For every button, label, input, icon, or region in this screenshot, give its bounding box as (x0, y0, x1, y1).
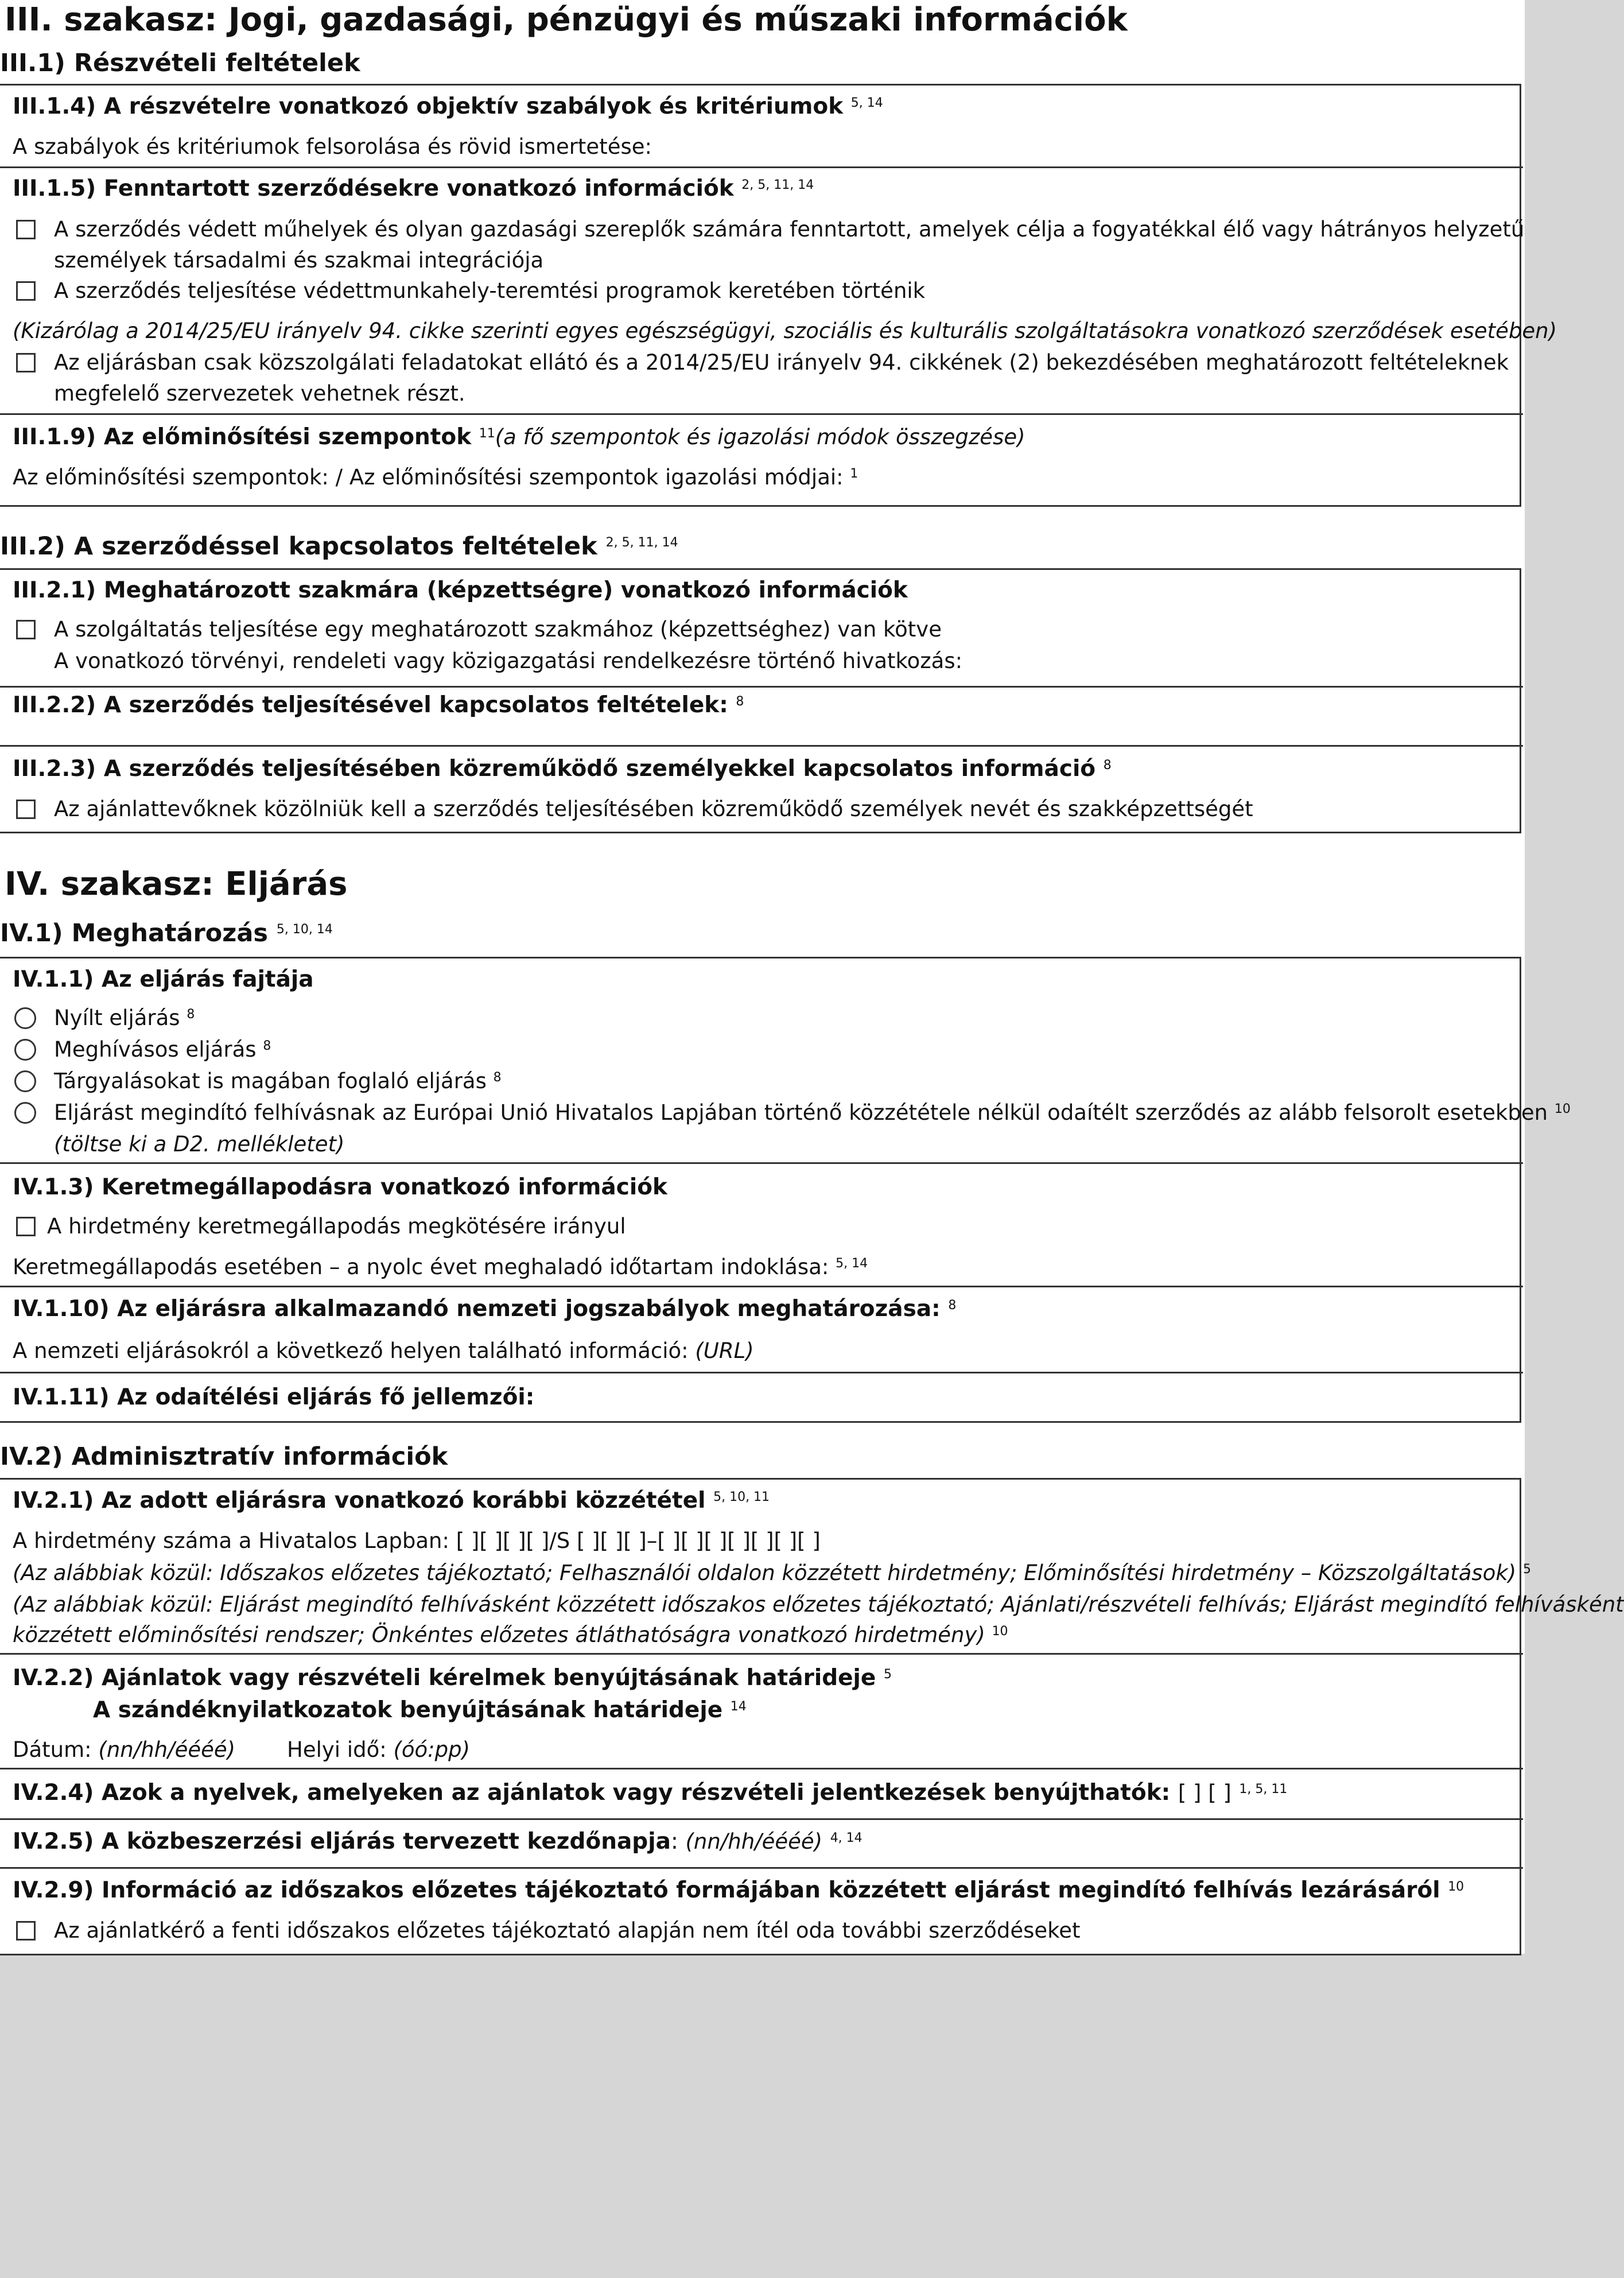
iii-1-4-heading: III.1.4) A részvételre vonatkozó objektív szabályok és kritériumok $^{5, 14}$ (13, 94, 883, 119)
divider (0, 1286, 1523, 1287)
option-label: Az ajánlatkérő a fenti időszakos előzetes tájékoztató alapján nem ítél oda további szerződéseket (54, 1918, 1081, 1943)
framework-agreement-checkbox[interactable] (16, 1217, 36, 1236)
option-label: A szerződés védett műhelyek és olyan gazdasági szereplők számára fenntartott, amelyek célja a fogyatékkal élő vagy hátrányos helyzetű (54, 217, 1525, 242)
iv-2-9-heading: IV.2.9) Információ az időszakos előzetes tájékoztató formájában közzétett eljárást megindító felhívás lezárásáról $^{10}$ (13, 1877, 1464, 1903)
no-publication-radio[interactable] (14, 1102, 36, 1124)
open-procedure-radio[interactable] (14, 1007, 36, 1029)
option-label: A szerződés teljesítése védettmunkahely-teremtési programok keretében történik (54, 278, 926, 303)
option-label: Nyílt eljárás $^8$ (54, 1006, 195, 1030)
divider (0, 1768, 1523, 1769)
option-label: A szolgáltatás teljesítése egy meghatározott szakmához (képzettséghez) van kötve (54, 617, 942, 642)
deadline-time[interactable]: Helyi idő: (óó:pp) (287, 1737, 471, 1762)
deadline-date[interactable]: Dátum: (nn/hh/éééé) (13, 1737, 236, 1762)
reserved-programme-checkbox[interactable] (16, 281, 36, 301)
no-further-contracts-checkbox[interactable] (16, 1921, 36, 1941)
staff-names-checkbox[interactable] (16, 800, 36, 819)
languages-field[interactable]: [ ] [ ] (1178, 1780, 1231, 1805)
option-label: Tárgyalásokat is magában foglaló eljárás $^8$ (54, 1069, 502, 1093)
iii-1-9-heading: III.1.9) Az előminősítési szempontok $^{11}$(a fő szempontok és igazolási módok összegzése) (13, 424, 1025, 450)
iv-1-11-heading: IV.1.11) Az odaítélési eljárás fő jellemzői: (13, 1384, 535, 1410)
negotiated-procedure-radio[interactable] (14, 1070, 36, 1092)
part-iv-1-title: IV.1) Meghatározás $^{5, 10, 14}$ (0, 919, 333, 948)
reserved-sheltered-checkbox[interactable] (16, 220, 36, 239)
part-iii-1-title: III.1) Részvételi feltételek (0, 49, 360, 77)
public-service-org-checkbox[interactable] (16, 353, 36, 372)
divider (0, 1867, 1523, 1869)
note: (Az alábbiak közül: Eljárást megindító felhívásként közzétett időszakos előzetes tájékoztató; Ajánlati/részvételi felhívás; Eljárást megindító felhívásként (13, 1592, 1624, 1617)
iv-2-4-heading: IV.2.4) Azok a nyelvek, amelyeken az ajánlatok vagy részvételi jelentkezések benyújthatók: [ ] [ ] $^{1, 5, 11}$ (13, 1780, 1288, 1806)
iv-1-3-text: Keretmegállapodás esetében – a nyolc évet meghaladó időtartam indoklása: $^{5, 14}$ (13, 1255, 868, 1279)
divider (0, 413, 1523, 415)
note: közzétett előminősítési rendszer; Önkéntes előzetes átláthatóságra vonatkozó hirdetmény) $^{10}$ (13, 1623, 1008, 1647)
option-label: megfelelő szervezetek vehetnek részt. (54, 381, 465, 406)
restricted-procedure-radio[interactable] (14, 1039, 36, 1061)
note: (Az alábbiak közül: Időszakos előzetes tájékoztató; Felhasználói oldalon közzétett hirdetmény; Előminősítési hirdetmény – Közszolgáltatások) $^5$ (13, 1561, 1531, 1585)
divider (0, 1162, 1523, 1164)
part-iii-2-title: III.2) A szerződéssel kapcsolatos feltételek $^{2, 5, 11, 14}$ (0, 532, 678, 561)
iv-1-10-heading: IV.1.10) Az eljárásra alkalmazandó nemzeti jogszabályok meghatározása: $^8$ (13, 1296, 957, 1322)
option-label: Meghívásos eljárás $^8$ (54, 1037, 271, 1062)
divider (0, 686, 1523, 688)
divider (0, 745, 1523, 747)
iv-2-2-heading: IV.2.2) Ajánlatok vagy részvételi kérelmek benyújtásának határideje $^5$ (13, 1665, 892, 1691)
option-label: Az ajánlattevőknek közölniük kell a szerződés teljesítésében közreműködő személyek nevét és szakképzettségét (54, 797, 1253, 821)
divider (0, 166, 1523, 168)
iii-1-9-text: Az előminősítési szempontok: / Az előminősítési szempontok igazolási módjai: $^1$ (13, 465, 858, 490)
option-label: Az eljárásban csak közszolgálati feladatokat ellátó és a 2014/25/EU irányelv 94. cikkének (2) bekezdésében meghatározott feltételeknek (54, 350, 1509, 375)
iv-2-1-heading: IV.2.1) Az adott eljárásra vonatkozó korábbi közzététel $^{5, 10, 11}$ (13, 1488, 770, 1514)
iv-1-3-heading: IV.1.3) Keretmegállapodásra vonatkozó információk (13, 1174, 667, 1200)
iii-2-3-heading: III.2.3) A szerződés teljesítésében közreműködő személyekkel kapcsolatos információ $^8$ (13, 756, 1112, 782)
divider (0, 1818, 1523, 1820)
iii-1-4-text: A szabályok és kritériumok felsorolása és rövid ismertetése: (13, 134, 652, 159)
iii-2-1-text: A vonatkozó törvényi, rendeleti vagy közigazgatási rendelkezésre történő hivatkozás: (54, 649, 963, 673)
iv-1-10-text: A nemzeti eljárásokról a következő helyen található információ: (URL) (13, 1338, 754, 1363)
part-iv-2-title: IV.2) Adminisztratív információk (0, 1442, 448, 1471)
section-iii-title: III. szakasz: Jogi, gazdasági, pénzügyi és műszaki információk (5, 1, 1128, 38)
section-iv-title: IV. szakasz: Eljárás (5, 866, 348, 903)
note: (töltse ki a D2. mellékletet) (54, 1132, 345, 1157)
option-label: Eljárást megindító felhívásnak az Európai Unió Hivatalos Lapjában történő közzététele nélkül odaítélt szerződés az alább felsorolt esetekben $^{10}$ (54, 1100, 1571, 1125)
iv-2-2-subheading: A szándéknyilatkozatok benyújtásának határideje $^{14}$ (93, 1697, 747, 1723)
iii-2-2-heading: III.2.2) A szerződés teljesítésével kapcsolatos feltételek: $^8$ (13, 692, 744, 718)
iv-1-1-heading: IV.1.1) Az eljárás fajtája (13, 967, 314, 992)
iii-1-5-heading: III.1.5) Fenntartott szerződésekre vonatkozó információk $^{2, 5, 11, 14}$ (13, 176, 814, 201)
oj-notice-number[interactable]: A hirdetmény száma a Hivatalos Lapban: [ ][ ][ ][ ]/S [ ][ ][ ]–[ ][ ][ ][ ][ ][ ][ ] (13, 1528, 821, 1553)
divider (0, 1372, 1523, 1373)
note: (Kizárólag a 2014/25/EU irányelv 94. cikke szerinti egyes egészségügyi, szociális és kulturális szolgáltatásokra vonatkozó szerződések esetében) (13, 319, 1557, 343)
option-label: személyek társadalmi és szakmai integrációja (54, 248, 544, 273)
iv-2-5-heading: IV.2.5) A közbeszerzési eljárás tervezett kezdőnapja: (nn/hh/éééé) $^{4, 14}$ (13, 1829, 862, 1854)
divider (0, 1653, 1523, 1655)
iii-2-1-heading: III.2.1) Meghatározott szakmára (képzettségre) vonatkozó információk (13, 577, 908, 603)
option-label: A hirdetmény keretmegállapodás megkötésére irányul (47, 1214, 626, 1239)
profession-checkbox[interactable] (16, 620, 36, 639)
